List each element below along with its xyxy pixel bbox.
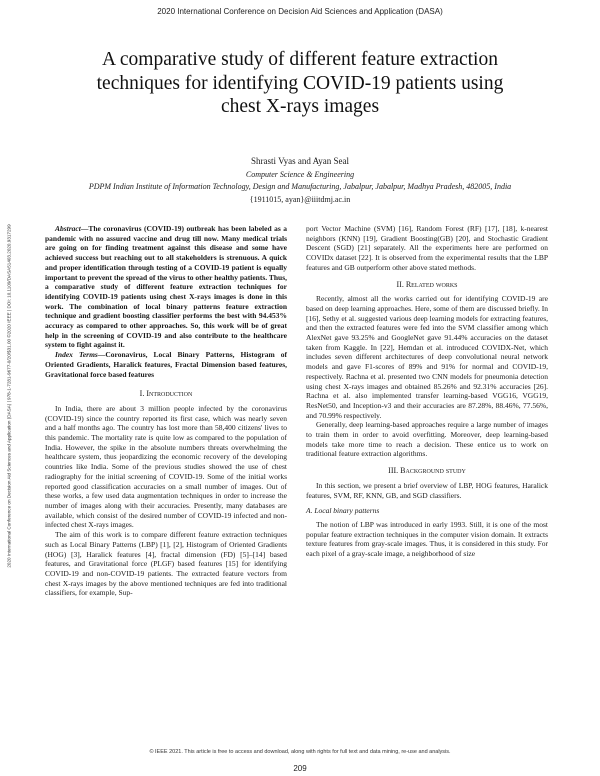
page-number: 209 xyxy=(293,764,307,773)
background-paragraph-1: In this section, we present a brief overview of LBP, HOG features, Haralick features, SVM, RF, KNN, GB, and SGD classifiers. xyxy=(306,480,548,500)
title-line: chest X-rays images xyxy=(220,96,380,117)
right-column xyxy=(306,224,548,559)
authors: Shrasti Vyas and Ayan Seal xyxy=(251,156,349,166)
intro-paragraph-2: The aim of this work is to compare different feature extraction techniques such as Local Binary Patterns (LBP) [1], [2], Histogram of Oriented Gradients (HOG) [3], Haralick features [4], fractal dimension (FD) [5]–[14] based features, and Gravitational force (PLGF) based features [15] for identifying COVID-19 and non-COVID-19 patients. The extracted feature vectors from chest X-rays images by the above mentioned techniques are fed into traditional classifiers, for example, Sup- xyxy=(45,530,287,598)
left-column xyxy=(45,224,287,598)
index-terms-lead: Index Terms xyxy=(55,350,98,360)
conference-header: 2020 International Conference on Decision Aid Sciences and Application (DASA) xyxy=(157,7,443,16)
subsection-heading-lbp: A. Local binary patterns xyxy=(306,506,380,516)
index-terms xyxy=(45,350,287,379)
right-paragraph-continuation: port Vector Machine (SVM) [16], Random Forest (RF) [17], [18], k-nearest neighbors (KNN) [19], Gradient Boosting(GB) [20], and Stochastic Gradient Descent (SGD) [21] separately. All the experiments here are performed on COVIDx dataset [22]. It is observed from the experimental results that the LBP features and GB outperform other above stated methods. xyxy=(306,224,548,272)
related-paragraph-1: Recently, almost all the works carried out for identifying COVID-19 are based on deep learning approaches. Here, some of them are discussed briefly. In [16], Sethy et al. suggested various deep learning models for extracting features, and then the extracted features were fed into the SVM classifier among which AlexNet gave 93.25% and GoogleNet gave 91.44% accuracies on the dataset taken from Kaggle. In [22], Hemdan et al. introduced COVIDX-Net, which includes seven different architectures of deep convolutional neural network models and gave F1-scores of 89% and 91% for normal and COVID-19, respectively. Rachna et al. presented two CNN models for pneumonia detection using chest X-rays images and obtained 85.26% and 92.31% accuracies [26]. Rachna et al. also implemented transfer learning-based VGG16, VGG19, ResNet50, and Inception-v3 and their accuracies are 87.28%, 88.46%, 77.56%, and 70.99% respectively. xyxy=(306,294,548,420)
department: Computer Science & Engineering xyxy=(245,170,355,179)
related-paragraph-2: Generally, deep learning-based approaches require a large number of images to train them in order to avoid overfitting. Moreover, deep learning-based models take more time to reach a decision. These entice us to work on traditional feature extraction algorithms. xyxy=(306,420,548,459)
doi-sidebar-text: 2020 International Conference on Decision Aid Sciences and Application (DASA) | 978-1-7281-9677-0/20/$31.00 ©2020 IEEE | DOI: 10.1109/DASA51403.2020.9317299 xyxy=(6,224,12,568)
abstract xyxy=(45,224,287,350)
section-heading-introduction: I. Introduction xyxy=(139,389,193,399)
title-line: techniques for identifying COVID-19 patients using xyxy=(96,72,504,94)
lbp-paragraph-1: The notion of LBP was introduced in early 1993. Still, it is one of the most popular feature extraction techniques in the computer vision domain. It extracts texture features from gray-scale images. Thus, it is considered in this study. For each pixel of a gray-scale image, a neighborhood of size xyxy=(306,519,548,559)
index-terms-text: —Coronavirus, Local Binary Patterns, Histogram of Oriented Gradients, Haralick features, Fractal Dimension based features, Gravitational force based features xyxy=(45,350,287,379)
institution: PDPM Indian Institute of Information Technology, Design and Manufacturing, Jabalpur, Jabalpur, Madhya Pradesh, 482005, India xyxy=(88,182,512,191)
doi-sidebar xyxy=(4,186,14,606)
abstract-lead: Abstract xyxy=(55,224,81,233)
intro-paragraph-1: In India, there are about 3 million people infected by the coronavirus (COVID-19) since the country reported its first case, which was nearly seven and a half months ago. The country has lost more than 58,400 citizens' lives to this pandemic. The mortality rate is quite low as compared to the population of India. However, the spike in the absolute numbers threats overwhelming the healthcare system, thus jeopardizing the economic recovery of the developing countries like India. Some of the previous studies showed the use of chest radiography for the initial screening of COVID-19. Some of the initial works reported good classification accuracies on a small number of images. Out of these works, a few used data augmentation techniques in order to increase the number of images along with their accuracies. Presently, many databases are available, which consist of the desired number of COVID-19 infected and non-infected chest X-rays images. xyxy=(45,403,287,530)
section-heading-background: III. Background study xyxy=(388,466,466,476)
copyright-note: © IEEE 2021. This article is free to access and download, along with rights for full text and data mining, re-use and analysis. xyxy=(149,749,451,755)
paper-title xyxy=(40,48,560,119)
abstract-text: —The coronavirus (COVID-19) outbreak has been labeled as a pandemic with no assured vaccine and drug till now. Many medical trials are going on for finding treatment against this disease and some have achieved success but reaching out to all stakeholders is strenuous. A quick and proper identification through testing of a COVID-19 patient is equally important to prevent the spread of the virus to other healthy patients. Thus, a comparative study of different feature extraction techniques for identifying COVID-19 patients using chest X-rays images is done in this work. The combination of local binary patterns feature extraction technique and gradient boosting classifier performs the best with 94.453% accuracy as compared to other approaches. So, this work will be of great help in the screening of COVID-19 and also contribute to the healthcare system to fight against it. xyxy=(45,224,287,350)
section-heading-related-works: II. Related works xyxy=(396,279,458,289)
author-email: {1911015, ayan}@iiitdmj.ac.in xyxy=(249,195,351,204)
title-line: A comparative study of different feature extraction xyxy=(102,49,498,70)
